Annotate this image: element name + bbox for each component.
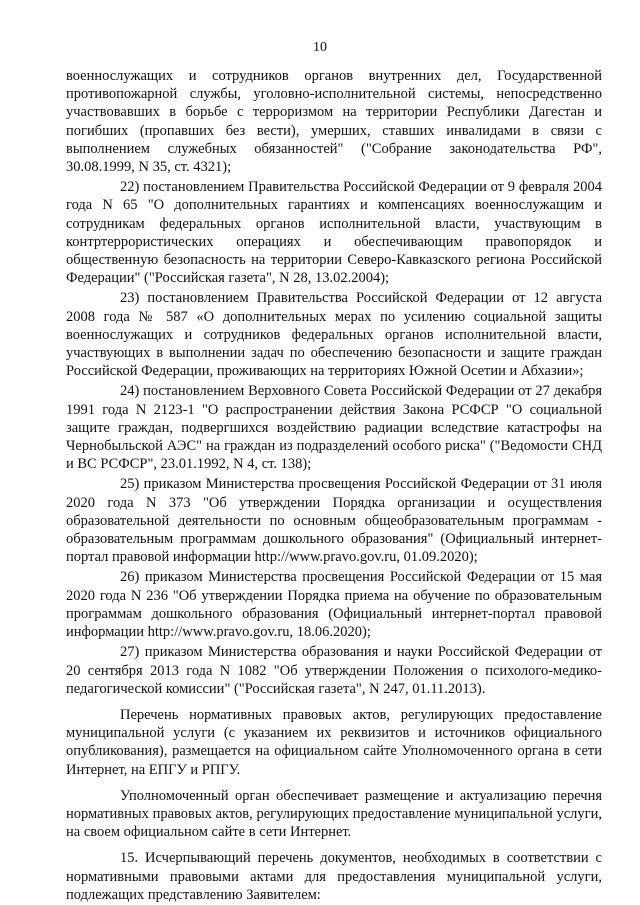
paragraph-authority: Уполномоченный орган обеспечивает размещение и актуализацию перечня нормативных правовых актов, регулирующих предоставление муниципальной услуги, на своем официальном сайте в сети Интернет. <box>66 787 602 841</box>
paragraph-item-26: 26) приказом Министерства просвещения Российской Федерации от 15 мая 2020 года N 236 "Об утверждении Порядка приема на обучение по образовательным программам дошкольного образования (Официальный интернет-портал правовой информации http://www.pravo.gov.ru, 18.06.2020); <box>66 569 602 641</box>
paragraph-item-25: 25) приказом Министерства просвещения Российской Федерации от 31 июля 2020 года N 373 "Об утверждении Порядка организации и осуществления образовательной деятельности по основным общеобразовательным программам - образовательным программам дошкольного образования" (Официальный интернет-портал правовой информации http://www.pravo.gov.ru, 01.09.2020); <box>66 476 602 566</box>
paragraph-item-27: 27) приказом Министерства образования и науки Российской Федерации от 20 сентября 2013 года N 1082 "Об утверждении Положения о психолого-медико-педагогической комиссии" ("Российская газета", N 247, 01.11.2013). <box>66 644 602 697</box>
paragraph-continued: военнослужащих и сотрудников органов внутренних дел, Государственной противопожарной службы, уголовно-исполнительной системы, непосредственно участвовавших в борьбе с терроризмом на территории Республики Дагестан и погибших (пропавших без вести), умерших, ставших инвалидами в связи с выполнением служебных обязанностей" ("Собрание законодательства РФ", 30.08.1999, N 35, ст. 4321); <box>66 68 602 176</box>
paragraph-item-24: 24) постановлением Верховного Совета Российской Федерации от 27 декабря 1991 года N 2123-1 "О распространении действия Закона РСФСР "О социальной защите граждан, подвергшихся воздействию радиации вследствие катастрофы на Чернобыльской АЭС" на граждан из подразделений особого риска" ("Ведомости СНД и ВС РСФСР", 23.01.1992, N 4, ст. 138); <box>66 383 602 473</box>
paragraph-list-published: Перечень нормативных правовых актов, регулирующих предоставление муниципальной услуги (с указанием их реквизитов и источников официального опубликования), размещается на официальном сайте Уполномоченного органа в сети Интернет, на ЕПГУ и РПГУ. <box>66 706 602 778</box>
paragraph-section-15: 15. Исчерпывающий перечень документов, необходимых в соответствии с нормативными правовыми актами для предоставления муниципальной услуги, подлежащих представлению Заявителем: <box>66 850 602 903</box>
document-body <box>66 67 602 904</box>
paragraph-item-23: 23) постановлением Правительства Российской Федерации от 12 августа 2008 года № 587 «О дополнительных мерах по усилению социальной защиты военнослужащих и сотрудников федеральных органов исполнительной власти, участвующих в выполнении задач по обеспечению безопасности и защите граждан Российской Федерации, проживающих на территориях Южной Осетии и Абхазии»; <box>66 290 602 380</box>
page-number: 10 <box>313 40 327 55</box>
paragraph-item-22: 22) постановлением Правительства Российской Федерации от 9 февраля 2004 года N 65 "О дополнительных гарантиях и компенсациях военнослужащим и сотрудникам федеральных органов исполнительной власти, участвующим в контртеррористических операциях и обеспечивающим правопорядок и общественную безопасность на территории Северо-Кавказского региона Российской Федерации" ("Российская газета", N 28, 13.02.2004); <box>66 179 602 287</box>
